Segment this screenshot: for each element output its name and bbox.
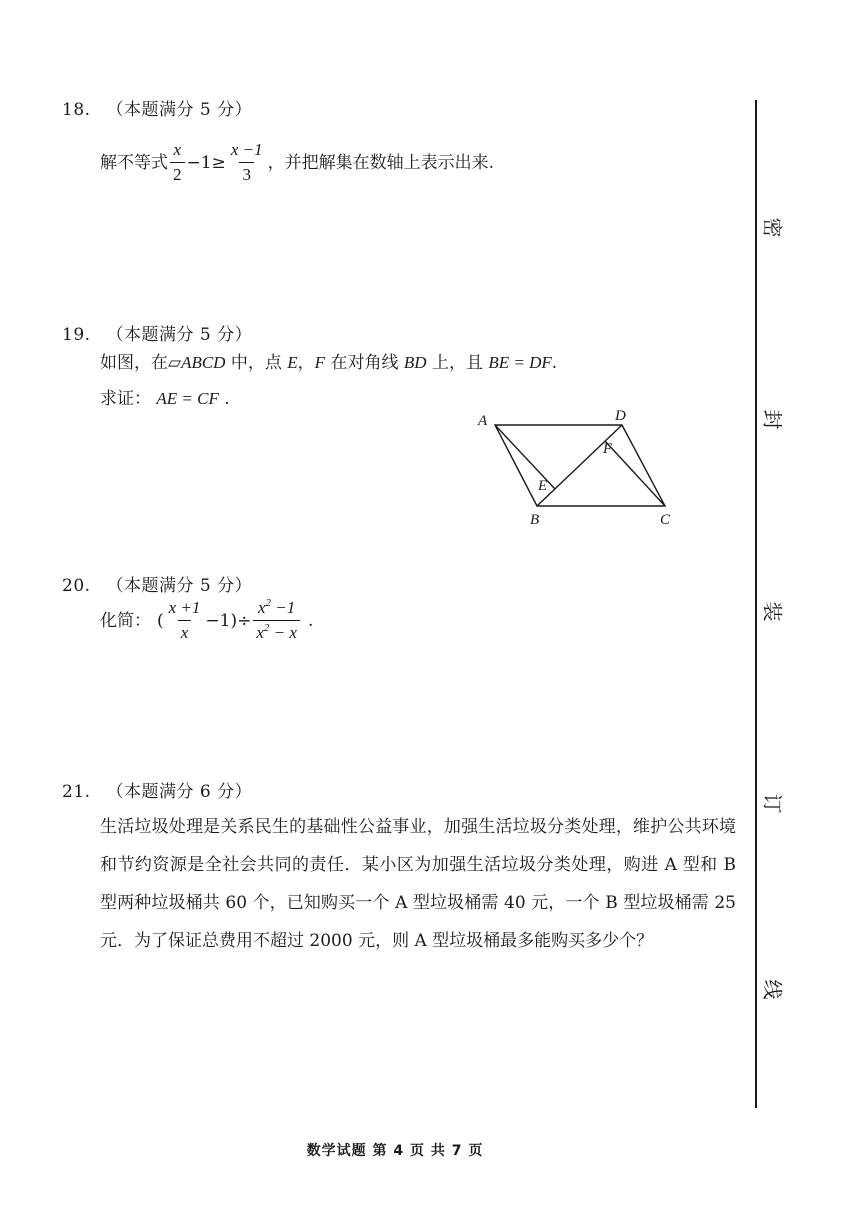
q18-number: 18. bbox=[62, 100, 91, 120]
q19-prove-label: 求证： bbox=[100, 389, 151, 409]
q19-header-row bbox=[62, 320, 252, 345]
q20-body bbox=[100, 598, 313, 643]
q20-prefix: 化简： bbox=[100, 610, 151, 631]
q18-fraction-2 bbox=[228, 140, 266, 185]
q20-frac2-num-base: x bbox=[258, 598, 266, 617]
q19-text-h: . bbox=[551, 353, 558, 373]
q18-fraction-1 bbox=[170, 140, 185, 185]
q19-prove bbox=[100, 380, 230, 418]
q19-text-d: 在对角线 bbox=[325, 353, 404, 373]
q19-text-a: 如图，在 bbox=[100, 353, 168, 373]
q19-text-b: 中，点 bbox=[225, 353, 288, 373]
q18-suffix: ，并把解集在数轴上表示出来. bbox=[267, 152, 494, 173]
q20-fraction-1 bbox=[166, 598, 204, 643]
q20-header-row bbox=[62, 571, 252, 596]
q20-frac1-num: x +1 bbox=[168, 598, 201, 617]
q18-prefix: 解不等式 bbox=[100, 152, 168, 173]
q18-frac1-num: x bbox=[173, 140, 182, 159]
seal-char-zhuang: 装 bbox=[760, 601, 785, 622]
q20-frac2-num bbox=[255, 598, 298, 620]
q18-body bbox=[100, 140, 494, 185]
label-b: B bbox=[530, 512, 540, 528]
q21-header-row bbox=[62, 777, 252, 802]
label-f: F bbox=[603, 441, 613, 457]
q19-e: E bbox=[287, 353, 298, 372]
q18-frac2-num: x −1 bbox=[230, 140, 263, 159]
q19-statement bbox=[100, 344, 557, 382]
q20-frac2-den-rest: − x bbox=[269, 623, 297, 642]
binding-seal-line bbox=[755, 100, 757, 1108]
label-e: E bbox=[538, 478, 548, 494]
q18-header-row bbox=[62, 95, 252, 120]
q20-frac2-den-base: x bbox=[256, 623, 264, 642]
parallelogram-symbol: ▱ bbox=[168, 353, 182, 372]
q18-frac2-den: 3 bbox=[239, 162, 254, 185]
q19-prove-eq: AE = CF bbox=[156, 389, 219, 408]
q20-frac2-den bbox=[253, 620, 300, 643]
q19-prove-end: . bbox=[224, 389, 230, 409]
q20-number: 20. bbox=[62, 576, 91, 596]
seal-char-xian: 线 bbox=[760, 979, 785, 1000]
q19-text-g: 上，且 bbox=[426, 353, 489, 373]
label-c: C bbox=[660, 512, 671, 528]
q19-text-c: ， bbox=[297, 353, 315, 373]
seal-char-ding: 订 bbox=[760, 793, 785, 814]
seal-char-feng: 封 bbox=[760, 409, 785, 430]
q19-parallelogram-figure bbox=[470, 400, 690, 535]
q19-header: （本题满分 5 分） bbox=[106, 325, 253, 345]
q20-frac2-num-exp: 2 bbox=[265, 597, 272, 609]
q21-number: 21. bbox=[62, 782, 91, 802]
q18-header: （本题满分 5 分） bbox=[106, 100, 253, 120]
q21-header: （本题满分 6 分） bbox=[106, 782, 253, 802]
q20-frac1-den: x bbox=[178, 620, 192, 643]
q19-f: F bbox=[314, 353, 326, 372]
q19-number: 19. bbox=[62, 325, 91, 345]
q19-given-eq: BE = DF bbox=[488, 353, 552, 372]
q19-abcd: ABCD bbox=[181, 353, 226, 372]
page-footer: 数学试题 第 4 页 共 7 页 bbox=[306, 1143, 484, 1159]
q21-body: 生活垃圾处理是关系民生的基础性公益事业，加强生活垃圾分类处理，维护公共环境和节约资源是全社会共同的责任．某小区为加强生活垃圾分类处理，购进 A 型和 B 型两种垃圾桶共 60 个，已知购买一个 A 型垃圾桶需 40 元，一个 B 型垃圾桶需 25 元．为了保证总费用不超过 2000 元，则 A 型垃圾桶最多能购买多少个？ bbox=[100, 817, 736, 951]
q20-fraction-2 bbox=[253, 598, 300, 643]
q20-open-paren: ( bbox=[157, 610, 164, 631]
label-d: D bbox=[615, 408, 626, 424]
diagonal-bd bbox=[537, 425, 622, 506]
q20-frac2-den-exp: 2 bbox=[263, 622, 270, 634]
q18-frac1-den: 2 bbox=[170, 162, 185, 185]
label-a: A bbox=[478, 413, 488, 429]
seal-char-mi: 密 bbox=[760, 217, 785, 238]
q18-middle: −1≥ bbox=[186, 152, 226, 173]
q20-frac2-num-rest: −1 bbox=[271, 598, 296, 617]
q19-bd: BD bbox=[403, 353, 427, 372]
q20-suffix: . bbox=[307, 610, 314, 631]
q20-header: （本题满分 5 分） bbox=[106, 576, 253, 596]
q20-middle: −1)÷ bbox=[205, 610, 252, 631]
